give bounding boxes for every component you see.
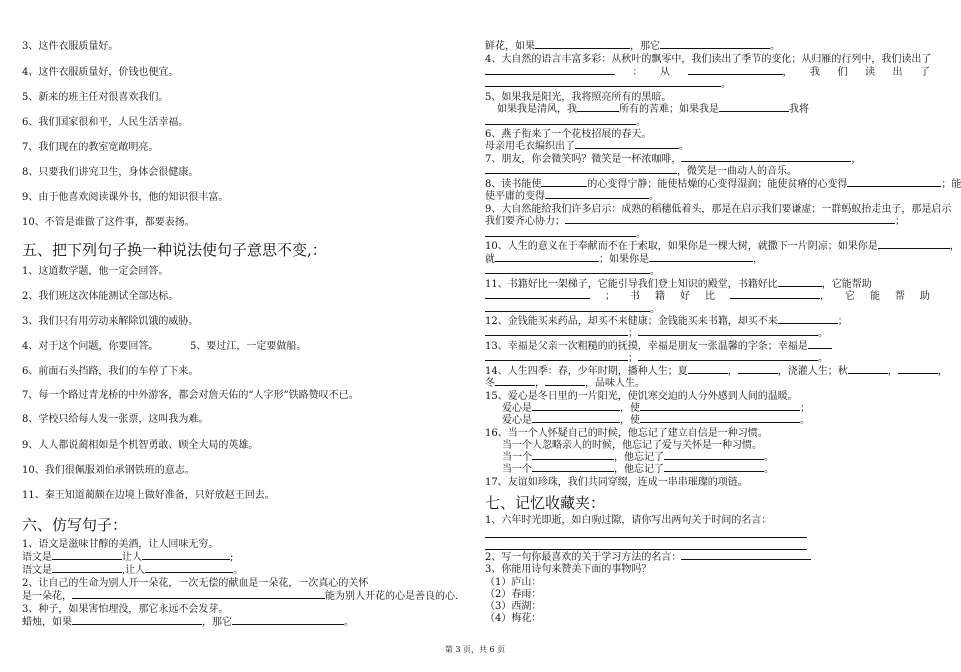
s7-blank-2 bbox=[485, 549, 807, 550]
r-item-7: 7、朋友，你会微笑吗？微笑是一杯浓咖啡， ， bbox=[485, 154, 862, 165]
r-item-4-end: 。 bbox=[485, 79, 731, 91]
r-item-4-cont: ： 从 ， 我 们 读 出 了 bbox=[485, 67, 930, 79]
r-item-4: 4、大自然的语言丰富多彩：从秋叶的飘零中，我们读出了季节的变化；从归雁的行列中，我们读出了 bbox=[485, 54, 932, 65]
page-footer: 第 3 页，共 6 页 bbox=[444, 645, 506, 654]
r-item-5-end: 。 bbox=[485, 117, 646, 129]
r-item-10-end: 。 bbox=[485, 266, 660, 278]
s5-item-9: 9、人人都说蔺相如是个机智勇敢、顾全大局的英雄。 bbox=[22, 440, 259, 451]
r-item-6: 6、燕子衔来了一个花枝招展的春天。 bbox=[485, 129, 652, 140]
s4-item-6: 6、我们国家很和平，人民生活幸福。 bbox=[22, 117, 189, 128]
r-item-11-end: 。 bbox=[485, 304, 660, 316]
r-item-15-cont-2: 爱心是 ，使 。 bbox=[502, 415, 810, 426]
r-item-8-cont: 使平庸的变得 。 bbox=[485, 191, 659, 202]
r-item-14: 14、人生四季：春，少年时期，播种人生；夏 ， ，浇灌人生；秋 ， ， bbox=[485, 366, 948, 377]
r-item-11: 11、书籍好比一架梯子，它能引导我们登上知识的殿堂，书籍好比 ，它能帮助 bbox=[485, 279, 872, 290]
s5-item-3: 3、我们只有用劳动来解除饥饿的威胁。 bbox=[22, 316, 199, 327]
s5-item-7: 7、每一个路过青龙桥的中外游客，都会对詹天佑的“人字形”铁路赞叹不已。 bbox=[22, 390, 359, 401]
s7-line-4: （1）庐山： bbox=[485, 577, 542, 588]
s4-item-7: 7、我们现在的教室宽敞明亮。 bbox=[22, 142, 159, 153]
r-item-15: 15、爱心是冬日里的一片阳光，使饥寒交迫的人分外感到人间的温暖。 bbox=[485, 391, 798, 402]
s5-item-11: 11、秦王知道蔺颇在边境上做好准备，只好放赵王回去。 bbox=[22, 490, 275, 501]
s7-line-6: （3）西湖： bbox=[485, 601, 542, 612]
r-item-16: 16、当一个人怀疑自己的时候，他忘记了建立自信是一种习惯。 bbox=[485, 428, 768, 439]
section-6-title: 六、仿写句子： bbox=[22, 516, 128, 534]
r-item-16-cont-2: 当一个 ，他忘记了 。 bbox=[502, 452, 774, 463]
s4-item-5: 5、新来的班主任对很喜欢我们。 bbox=[22, 92, 169, 103]
r-item-9-cont: 我们要齐心协力； ； bbox=[485, 216, 905, 227]
r-item-8: 8、读书能使 的心变得宁静；能使枯燥的心变得湿润；能使贫瘠的心变得 ；能 bbox=[485, 179, 961, 190]
s7-line-2: 2、写一句你最喜欢的关于学习方法的名言： bbox=[485, 552, 811, 564]
s5-item-1: 1、这道数学题，他一定会回答。 bbox=[22, 266, 169, 277]
r-line-1: 鲜花，如果 ，那它 。 bbox=[485, 41, 780, 52]
s7-blank-1 bbox=[485, 537, 807, 538]
r-item-17: 17、友谊如珍珠，我们共同穿缀，连成一串串璀璨的项链。 bbox=[485, 477, 748, 488]
s5-item-8: 8、学校只给每人发一张票，这叫我为难。 bbox=[22, 414, 209, 425]
s6-line-4: 2、让自己的生命为别人开一朵花，一次无偿的献血是一朵花，一次真心的关怀 bbox=[22, 578, 369, 589]
section-7-title: 七、记忆收藏夹： bbox=[485, 494, 606, 512]
s5-item-5: 5、要过江，一定要做船。 bbox=[190, 341, 307, 352]
s7-line-7: （4）梅花： bbox=[485, 613, 542, 624]
r-item-6-cont: 母亲用毛衣编织出了 。 bbox=[485, 141, 689, 152]
r-item-11-cont: ； 书 籍 好 比 ， 它 能 帮 助 bbox=[485, 291, 930, 303]
s6-line-5: 是一朵花， 能为别人开花的心是善良的心. bbox=[22, 591, 459, 602]
s7-line-5: （2）春雨： bbox=[485, 589, 542, 600]
s6-line-3: 语文是 ,让人 。 bbox=[22, 565, 244, 576]
s7-line-1: 1、六年时光即逝，如白驹过隙，请你写出两句关于时间的名言： bbox=[485, 515, 772, 526]
s6-line-1: 1、语文是滋味甘醇的美酒，让人回味无穷。 bbox=[22, 539, 219, 550]
s4-item-9: 9、由于他喜欢阅读课外书，他的知识很丰富。 bbox=[22, 192, 229, 203]
r-item-16-cont-3: 当一个 ，他忘记了 。 bbox=[502, 464, 774, 475]
section-5-title: 五、把下列句子换一种说法使句子意思不变,： bbox=[22, 241, 327, 259]
r-item-12-cont: ； 。 bbox=[485, 328, 828, 340]
s7-line-3: 3、你能用诗句来赞美下面的事物吗？ bbox=[485, 564, 652, 575]
s6-line-2: 语文是 让人 ; bbox=[22, 552, 234, 563]
s6-line-7: 蜡烛，如果 ，那它 。 bbox=[22, 617, 354, 628]
s5-item-2: 2、我们班这次体能测试全部达标。 bbox=[22, 291, 179, 302]
r-item-16-cont-1: 当一个人忽略亲人的时候，他忘记了爱与关怀是一种习惯。 bbox=[502, 440, 762, 451]
r-item-5-cont: 如果我是清风，我 所有的苦难；如果我是 我将 bbox=[497, 104, 809, 115]
s5-item-6: 6、前面石头挡路，我们的车停了下来。 bbox=[22, 366, 199, 377]
s4-item-8: 8、只要我们讲究卫生，身体会很健康。 bbox=[22, 167, 199, 178]
r-item-14-cont: 冬 ， ，品味人生。 bbox=[485, 378, 645, 389]
r-item-15-cont-1: 爱心是 ，使 ； bbox=[502, 403, 810, 414]
s4-item-3: 3、这件衣服质量好。 bbox=[22, 41, 119, 52]
r-item-13: 13、幸福是父亲一次粗糙的的抚摸，幸福是朋友一张温馨的字条；幸福是 bbox=[485, 341, 832, 353]
r-item-9: 9、大自然能给我们许多启示：成熟的稻穗低着头，那是在启示我们要谦虚；一群蚂蚁抬走虫子，那是启示 bbox=[485, 204, 952, 215]
r-item-12: 12、金钱能买来药品，却买不来健康；金钱能买来书籍，却买不来 ； bbox=[485, 316, 848, 327]
s5-item-4: 4、对于这个问题，你要回答。 bbox=[22, 341, 159, 352]
r-item-10-cont: 就 ；如果你是 ， bbox=[485, 254, 763, 265]
s4-item-10: 10、不管是谁做了这件事，都要表扬。 bbox=[22, 217, 195, 228]
s6-line-6: 3、种子，如果害怕埋没，那它永远不会发芽。 bbox=[22, 604, 229, 615]
r-item-5: 5、如果我是阳光，我将照亮所有的黑暗。 bbox=[485, 92, 672, 103]
s4-item-4: 4、这件衣服质量好，价钱也便宜。 bbox=[22, 67, 179, 78]
s5-item-10: 10、我们很佩服刘伯承钢铁班的意志。 bbox=[22, 465, 195, 476]
r-item-7-cont: ，微笑是一曲动人的音乐。 bbox=[485, 166, 797, 178]
r-item-10: 10、人生的意义在于奉献而不在于索取，如果你是一棵大树，就撒下一片阴凉；如果你是 ， bbox=[485, 241, 960, 252]
r-item-13-cont: ； 。 bbox=[485, 353, 828, 365]
r-item-9-end: 。 bbox=[485, 229, 646, 241]
